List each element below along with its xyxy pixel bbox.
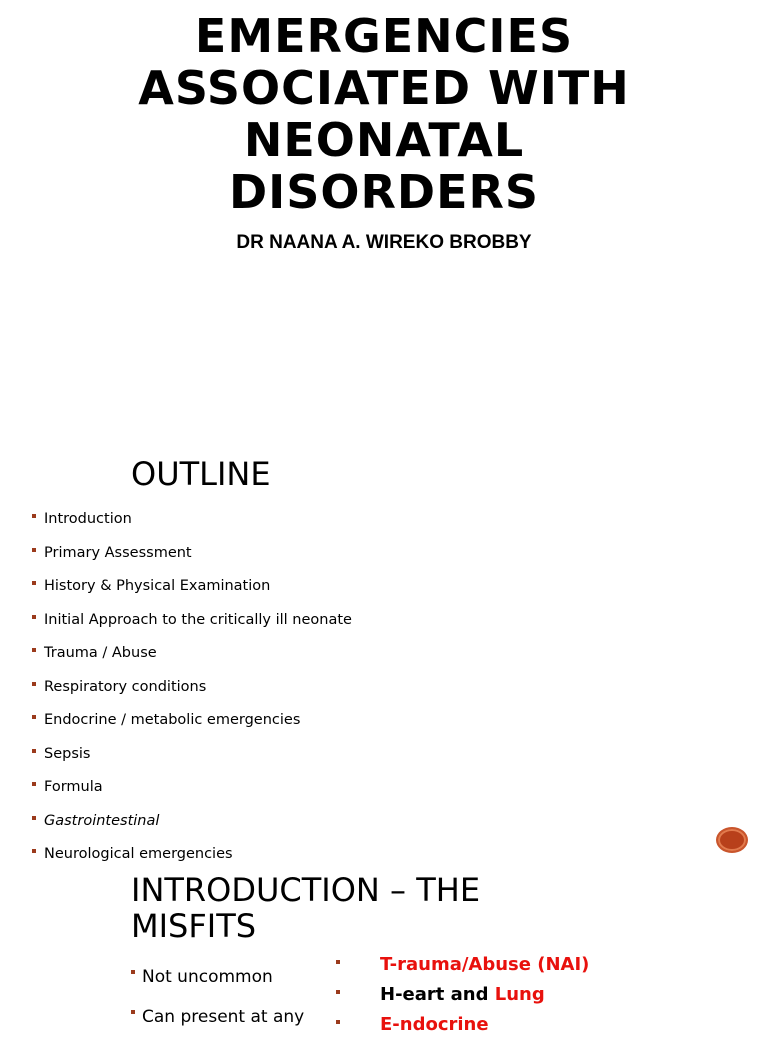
list-item-text: Not uncommon [142,967,273,987]
outline-item [30,506,352,540]
mnemonic-item [336,952,589,982]
outline-item [30,774,352,808]
outline-item [30,674,352,708]
outline-item [30,573,352,607]
square-bullet-icon [32,849,36,853]
list-item [130,964,304,1004]
square-bullet-icon [336,990,340,994]
heading-line: INTRODUCTION – THE [131,871,481,909]
title-line: DISORDERS [228,165,540,219]
misfits-mnemonic-list [336,952,589,1042]
title-line: NEONATAL [243,113,525,167]
outline-item-text: History & Physical Examination [44,578,271,594]
square-bullet-icon [131,970,135,974]
outline-item [30,607,352,641]
square-bullet-icon [32,782,36,786]
mnemonic-text-highlight: Lung [494,984,545,1005]
outline-item [30,808,352,842]
outline-item [30,707,352,741]
square-bullet-icon [32,514,36,518]
outline-item [30,640,352,674]
outline-item-text: Gastrointestinal [44,812,160,829]
square-bullet-icon [32,548,36,552]
outline-item [30,741,352,775]
outline-item-text: Trauma / Abuse [44,645,157,661]
mnemonic-item [336,982,589,1012]
mnemonic-item [336,1012,589,1042]
square-bullet-icon [32,715,36,719]
square-bullet-icon [131,1010,135,1014]
square-bullet-icon [32,816,36,820]
square-bullet-icon [32,581,36,585]
list-item [130,1004,304,1044]
introduction-heading [131,872,480,944]
outline-item-text: Endocrine / metabolic emergencies [44,712,301,728]
mnemonic-text: E-ndocrine [380,1014,489,1035]
outline-item [30,841,352,875]
presentation-title [0,10,768,218]
square-bullet-icon [32,615,36,619]
title-line: ASSOCIATED WITH [138,61,630,115]
presentation-logo-icon [716,827,748,853]
author-name: DR NAANA A. WIREKO BROBBY [236,232,532,253]
title-line: EMERGENCIES [194,9,574,63]
heading-line: MISFITS [131,907,257,945]
outline-heading: OUTLINE [131,455,271,493]
list-item-text: Can present at any [142,1007,305,1027]
square-bullet-icon [32,749,36,753]
outline-item-text: Neurological emergencies [44,846,233,862]
outline-list [30,506,352,875]
mnemonic-text: T-rauma/Abuse (NAI) [380,954,590,975]
square-bullet-icon [32,648,36,652]
outline-item-text: Formula [44,779,103,795]
outline-item-text: Initial Approach to the critically ill neonate [44,611,352,628]
introduction-left-list [130,964,304,1044]
outline-item-text: Sepsis [44,745,91,762]
square-bullet-icon [32,682,36,686]
square-bullet-icon [336,960,340,964]
outline-item-text: Respiratory conditions [44,678,207,695]
mnemonic-text: H-eart and [380,984,495,1005]
square-bullet-icon [336,1020,340,1024]
outline-item-text: Introduction [44,511,132,527]
outline-item [30,540,352,574]
outline-item-text: Primary Assessment [44,544,192,561]
